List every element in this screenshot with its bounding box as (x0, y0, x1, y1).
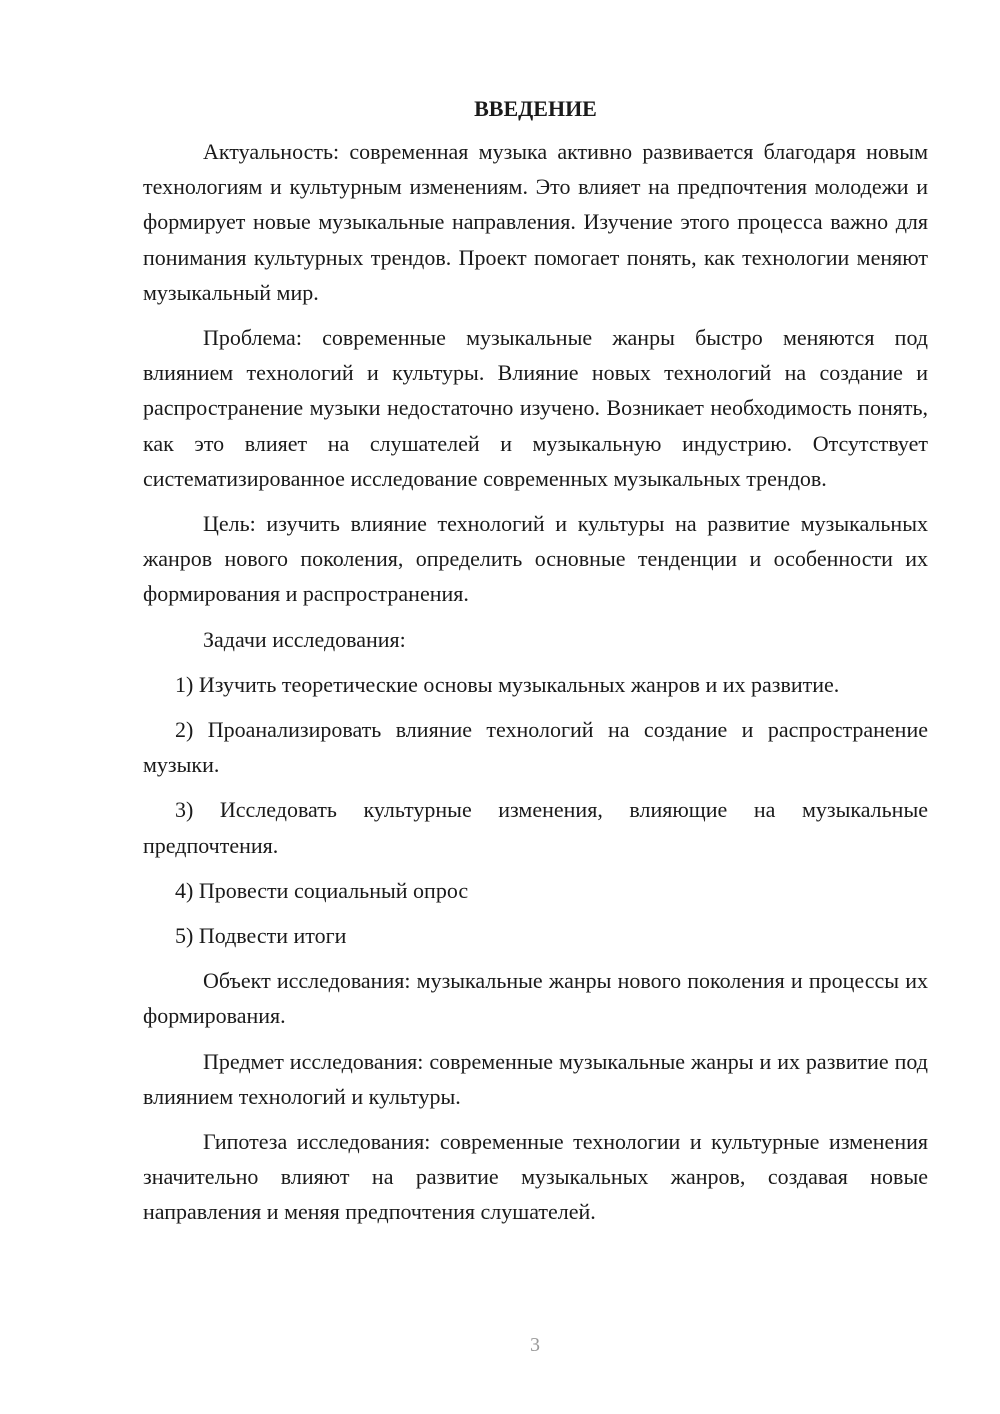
task-item-1: 1) Изучить теоретические основы музыкальных жанров и их развитие. (175, 671, 840, 697)
paragraph-problem: Проблема: современные музыкальные жанры быстро меняются под влиянием технологий и культуры. Влияние новых технологий на создание и распространение музыки недостаточно изучено. Возникает необходимость понять, как это влияет на слушателей и музыкальную индустрию. Отсутствует систематизированное исследование современных музыкальных трендов. (143, 325, 928, 491)
document-page (143, 92, 928, 1240)
paragraph-goal: Цель: изучить влияние технологий и культуры на развитие музыкальных жанров нового поколения, определить основные тенденции и особенности их формирования и распространения. (143, 511, 928, 607)
page-number: 3 (530, 1334, 540, 1356)
task-item-3: 3) Исследовать культурные изменения, влияющие на музыкальные предпочтения. (143, 797, 928, 858)
section-heading: ВВЕДЕНИЕ (474, 96, 597, 121)
paragraph-subject: Предмет исследования: современные музыкальные жанры и их развитие под влиянием технологий и культуры. (143, 1048, 928, 1109)
paragraph-relevance: Актуальность: современная музыка активно развивается благодаря новым технологиям и культурным изменениям. Это влияет на предпочтения молодежи и формирует новые музыкальные направления. Изучение этого процесса важно для понимания культурных трендов. Проект помогает понять, как технологии меняют музыкальный мир. (143, 139, 928, 305)
paragraph-object: Объект исследования: музыкальные жанры нового поколения и процессы их формирования. (143, 968, 928, 1029)
paragraph-hypothesis: Гипотеза исследования: современные технологии и культурные изменения значительно влияют на развитие музыкальных жанров, создавая новые направления и меняя предпочтения слушателей. (143, 1129, 928, 1225)
tasks-heading: Задачи исследования: (203, 626, 406, 652)
task-item-4: 4) Провести социальный опрос (175, 877, 469, 903)
task-item-2: 2) Проанализировать влияние технологий на создание и распространение музыки. (143, 717, 928, 778)
task-item-5: 5) Подвести итоги (175, 923, 347, 949)
